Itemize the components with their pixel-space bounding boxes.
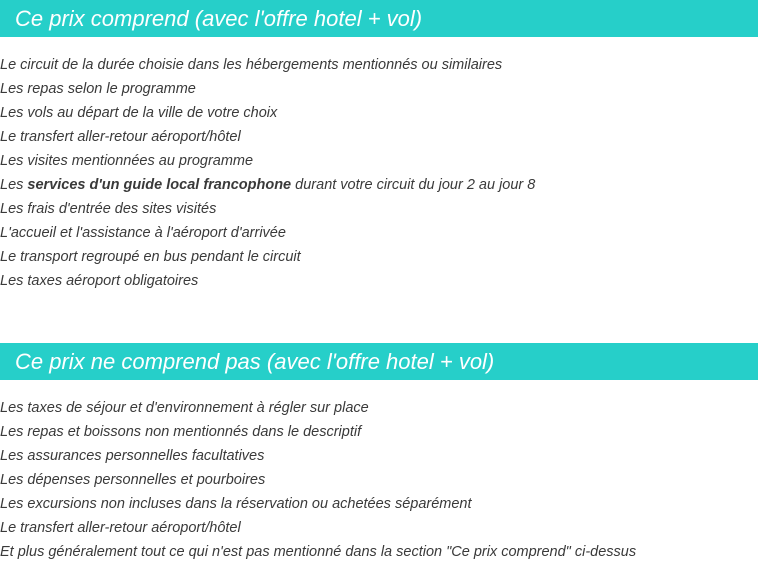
list-item: Le transfert aller-retour aéroport/hôtel: [0, 129, 241, 145]
list-item: Les excursions non incluses dans la réservation ou achetées séparément: [0, 496, 472, 512]
list-item: Les repas selon le programme: [0, 81, 196, 97]
list-item: L'accueil et l'assistance à l'aéroport d'arrivée: [0, 225, 286, 241]
item-text: durant votre circuit du jour 2 au jour 8: [291, 177, 536, 193]
list-item: Le circuit de la durée choisie dans les hébergements mentionnés ou similaires: [0, 57, 503, 73]
excluded-section-title: Ce prix ne comprend pas (avec l'offre hotel + vol): [0, 343, 758, 380]
list-item: Les taxes aéroport obligatoires: [0, 273, 199, 289]
excluded-items-list: [0, 396, 758, 564]
list-item: [0, 173, 758, 197]
list-item: Les dépenses personnelles et pourboires: [0, 472, 266, 488]
list-item: Les taxes de séjour et d'environnement à régler sur place: [0, 400, 369, 416]
included-items-list: [0, 53, 758, 293]
list-item: Les visites mentionnées au programme: [0, 153, 254, 169]
included-section-title: Ce prix comprend (avec l'offre hotel + vol): [0, 0, 758, 37]
list-item: Et plus généralement tout ce qui n'est pas mentionné dans la section "Ce prix comprend" ci-dessus: [0, 544, 637, 560]
list-item: Le transport regroupé en bus pendant le circuit: [0, 249, 301, 265]
list-item: Les vols au départ de la ville de votre choix: [0, 105, 278, 121]
list-item: Le transfert aller-retour aéroport/hôtel: [0, 520, 241, 536]
item-highlight: services d'un guide local francophone: [27, 177, 292, 193]
item-text: Les: [0, 177, 28, 193]
list-item: Les frais d'entrée des sites visités: [0, 201, 217, 217]
list-item: Les assurances personnelles facultatives: [0, 448, 265, 464]
list-item: Les repas et boissons non mentionnés dans le descriptif: [0, 424, 362, 440]
